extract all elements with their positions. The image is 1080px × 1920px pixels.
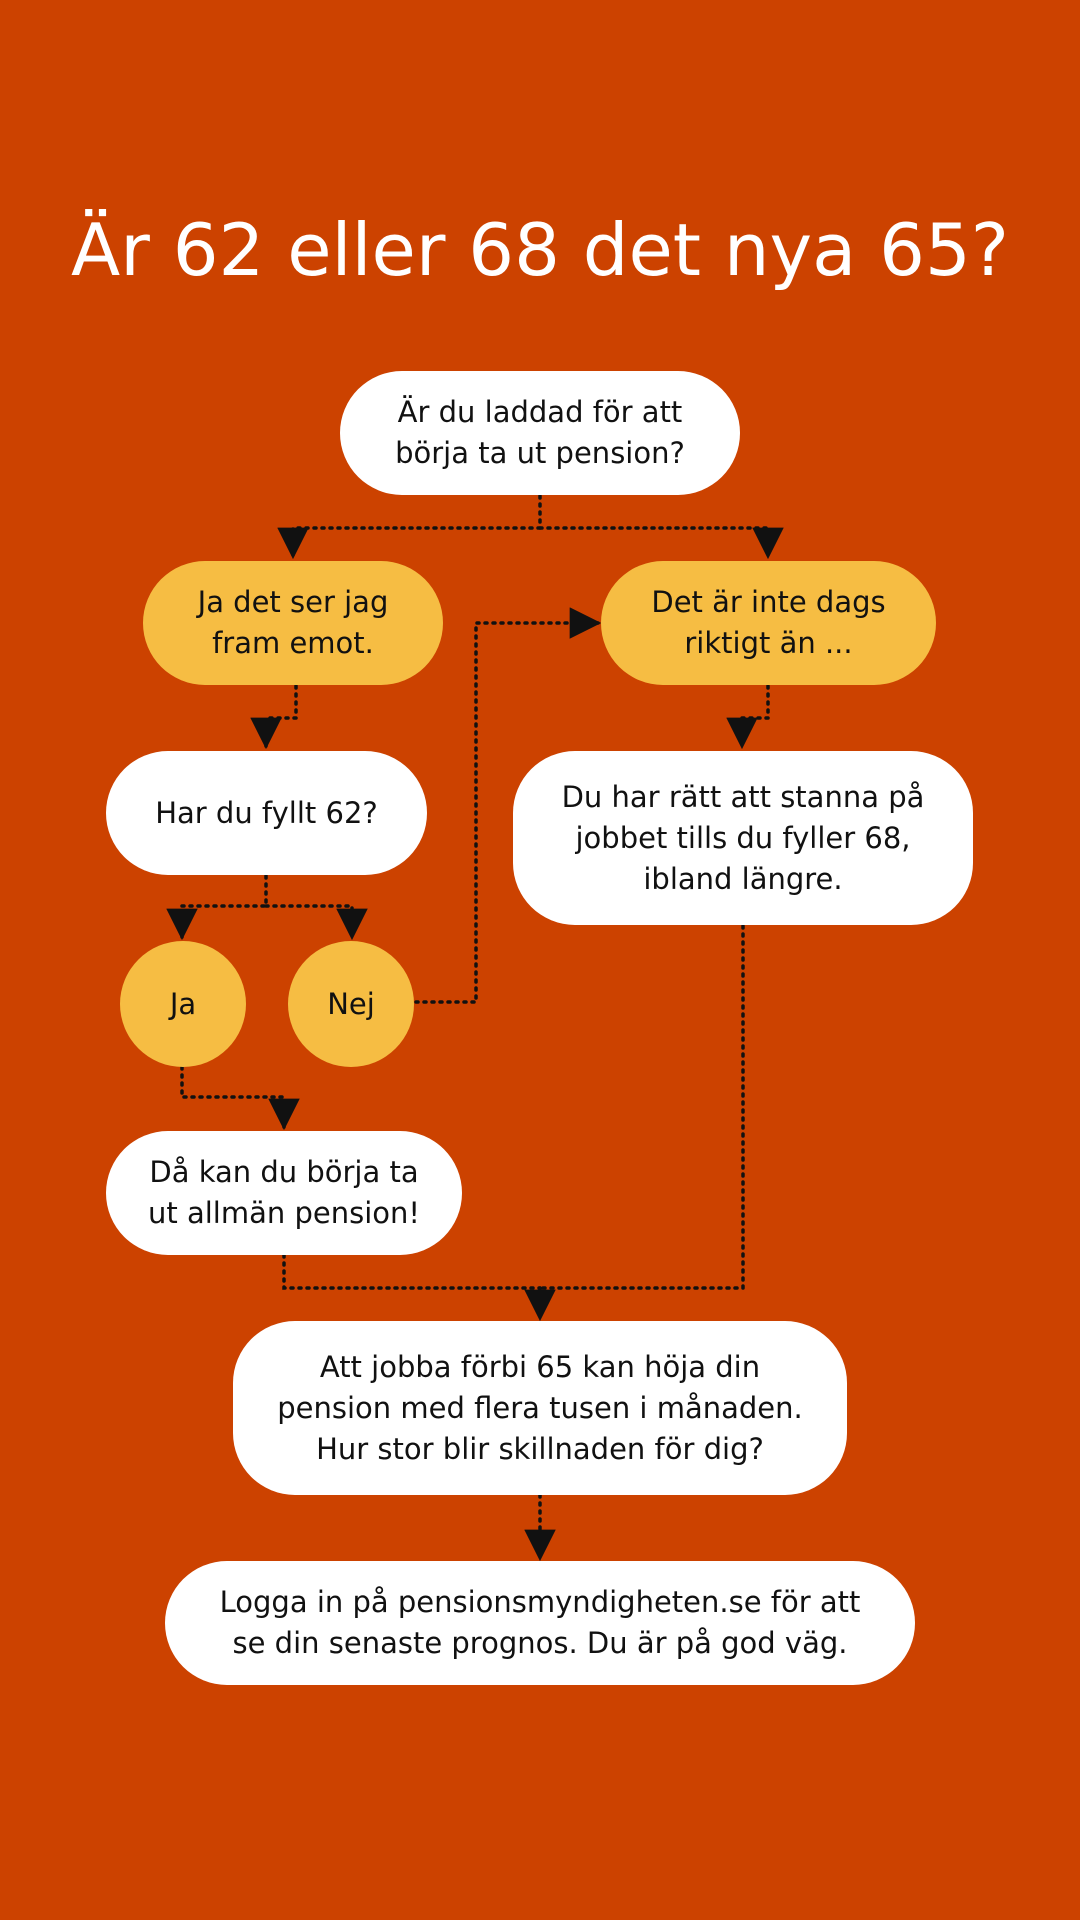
question-ready-box	[340, 371, 740, 495]
connector-q62-to-ja	[182, 876, 266, 937]
answer-ja-text: Ja	[169, 986, 197, 1021]
info-right-to-stay-text: Du har rätt att stanna på jobbet tills du fyller 68, ibland längre.	[561, 779, 925, 896]
answer-nej-text: Nej	[327, 986, 375, 1021]
info-right-to-stay-box	[513, 751, 973, 925]
question-turned-62-box	[106, 751, 427, 875]
answer-yes-text: Ja det ser jag fram emot.	[197, 585, 389, 660]
connector-can-start-to-merge	[284, 1255, 540, 1288]
question-turned-62-text: Har du fyllt 62?	[155, 795, 378, 830]
cta-login-text: Logga in på pensionsmyndigheten.se för att se din senaste prognos. Du är på god väg.	[219, 1585, 861, 1660]
info-can-start-text: Då kan du börja ta ut allmän pension!	[147, 1155, 421, 1230]
info-work-past-65-text: Att jobba förbi 65 kan höja din pension med flera tusen i månaden. Hur stor blir skillnaden för dig?	[277, 1349, 803, 1466]
connector-q-ready-to-not-yet	[540, 528, 768, 556]
answer-yes-box	[143, 561, 443, 685]
answer-ja-circle	[120, 941, 246, 1067]
answer-not-yet-text: Det är inte dags riktigt än ...	[651, 585, 886, 660]
answer-nej-circle	[288, 941, 414, 1067]
connector-ja-to-can-start	[182, 1067, 284, 1127]
connector-yes-to-q62	[266, 686, 296, 746]
connector-q-ready-to-yes	[293, 496, 540, 556]
info-work-past-65-box	[233, 1321, 847, 1495]
answer-not-yet-box	[601, 561, 936, 685]
question-ready-text: Är du laddad för att börja ta ut pension?	[395, 395, 685, 470]
info-can-start-box	[106, 1131, 462, 1255]
connector-not-yet-to-right	[742, 686, 768, 746]
cta-login-box	[165, 1561, 915, 1685]
connector-q62-to-nej	[266, 906, 352, 937]
page-title: Är 62 eller 68 det nya 65?	[70, 208, 1010, 292]
connector-right-to-merge	[540, 926, 743, 1288]
